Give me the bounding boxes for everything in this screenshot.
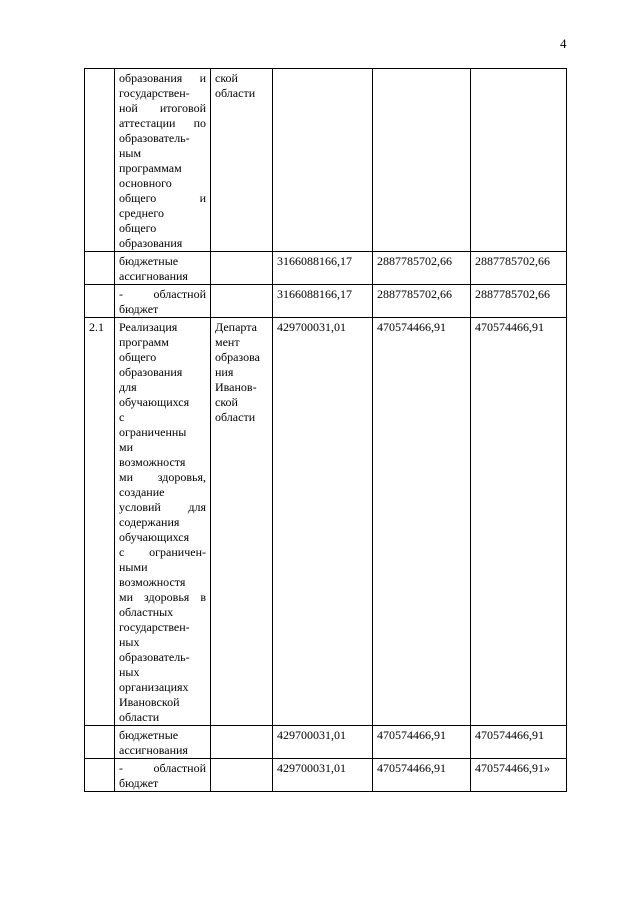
measure-name-line: ограниченны: [119, 425, 187, 439]
table-row-budget: [85, 252, 567, 285]
measure-name-line: бюджетные: [119, 728, 179, 742]
executor: [211, 285, 273, 318]
measure-name-line: государствен-: [119, 86, 190, 100]
executor-line: ской: [215, 395, 238, 409]
executor: [211, 69, 273, 252]
measure-name-line: возможностя: [119, 575, 186, 589]
measure-name-line: содержания: [119, 515, 180, 529]
amount-year-3: 470574466,91: [471, 318, 567, 726]
measure-name-line: образования: [119, 236, 183, 250]
amount-year-3: 470574466,91»: [471, 759, 567, 792]
amount-year-2: 2887785702,66: [373, 252, 471, 285]
measure-name-line: образования: [119, 365, 183, 379]
measure-name-line: обучающихся: [119, 395, 190, 409]
measure-name-line: среднего: [119, 206, 164, 220]
executor-line: Иванов-: [215, 380, 257, 394]
measure-name-line: организациях: [119, 680, 189, 694]
measure-name-line: ных: [119, 635, 140, 649]
measure-name-line: общего: [119, 221, 157, 235]
measure-name-line: ми: [119, 440, 134, 454]
measure-name-line: ассигнования: [119, 269, 188, 283]
table-row-regional-budget: [85, 759, 567, 792]
measure-name-line: ных: [119, 665, 140, 679]
executor-line: области: [215, 410, 256, 424]
amount-year-1: 3166088166,17: [273, 252, 373, 285]
executor: [211, 726, 273, 759]
measure-name-line: государствен-: [119, 620, 190, 634]
measure-name: [115, 318, 211, 726]
measure-name-line: программам: [119, 161, 182, 175]
measure-name-line: бюджетные: [119, 254, 179, 268]
measure-name-line: области: [119, 710, 160, 724]
row-number: 2.1: [85, 318, 115, 726]
measure-name: [115, 726, 211, 759]
measure-name-line: общего и: [119, 191, 206, 205]
measure-name-line: условий для: [119, 500, 206, 514]
measure-name-line: бюджет: [119, 302, 159, 316]
table-row-continuation: [85, 69, 567, 252]
row-number: [85, 285, 115, 318]
measure-name-line: общего: [119, 350, 157, 364]
executor-line: области: [215, 86, 256, 100]
amount-year-2: 470574466,91: [373, 318, 471, 726]
amount-year-2: 2887785702,66: [373, 285, 471, 318]
amount-year-2: 470574466,91: [373, 759, 471, 792]
executor: [211, 252, 273, 285]
measure-name-line: ассигнования: [119, 743, 188, 757]
measure-name-line: аттестации по: [119, 116, 206, 130]
executor-line: мент: [215, 335, 240, 349]
table-row-item-2-1: [85, 318, 567, 726]
amount-year-1: 429700031,01: [273, 318, 373, 726]
measure-name-line: Ивановской: [119, 695, 180, 709]
measure-name-line: Реализация: [119, 320, 178, 334]
measure-name-line: - областной: [119, 287, 206, 301]
measure-name-line: возможностя: [119, 455, 186, 469]
measure-name: [115, 759, 211, 792]
row-number: [85, 726, 115, 759]
measure-name-line: для: [119, 380, 137, 394]
measure-name-line: - областной: [119, 761, 206, 775]
amount-year-1: 429700031,01: [273, 759, 373, 792]
measure-name-line: образователь-: [119, 650, 190, 664]
executor: [211, 318, 273, 726]
executor-line: Департа: [215, 320, 257, 334]
measure-name-line: ми здоровья в: [119, 590, 206, 604]
row-number: [85, 252, 115, 285]
row-number: [85, 69, 115, 252]
measure-name-line: ми здоровья,: [119, 470, 206, 484]
measure-name-line: с ограничен-: [119, 545, 206, 559]
table-row-budget: [85, 726, 567, 759]
amount-year-2: 470574466,91: [373, 726, 471, 759]
amount-year-3: 2887785702,66: [471, 252, 567, 285]
amount-year-3: 2887785702,66: [471, 285, 567, 318]
amount-year-1: 3166088166,17: [273, 285, 373, 318]
measure-name-line: создание: [119, 485, 165, 499]
measure-name-line: образования и: [119, 71, 206, 85]
executor-line: образова: [215, 350, 260, 364]
measure-name-line: ной итоговой: [119, 101, 206, 115]
page-number: 4: [560, 36, 567, 51]
measure-name: [115, 252, 211, 285]
amount-year-2: [373, 69, 471, 252]
measure-name-line: ными: [119, 560, 148, 574]
executor: [211, 759, 273, 792]
measure-name-line: основного: [119, 176, 172, 190]
row-number: [85, 759, 115, 792]
measure-name: [115, 69, 211, 252]
measure-name-line: обучающихся: [119, 530, 190, 544]
measure-name-line: областных: [119, 605, 174, 619]
amount-year-1: [273, 69, 373, 252]
measure-name-line: программ: [119, 335, 169, 349]
measure-name: [115, 285, 211, 318]
measure-name-line: образователь-: [119, 131, 190, 145]
amount-year-1: 429700031,01: [273, 726, 373, 759]
measure-name-line: ным: [119, 146, 142, 160]
measure-name-line: бюджет: [119, 776, 159, 790]
executor-line: ской: [215, 71, 238, 85]
measure-name-line: с: [119, 410, 125, 424]
executor-line: ния: [215, 365, 234, 379]
amount-year-3: 470574466,91: [471, 726, 567, 759]
amount-year-3: [471, 69, 567, 252]
budget-table: [84, 68, 567, 792]
table-row-regional-budget: [85, 285, 567, 318]
